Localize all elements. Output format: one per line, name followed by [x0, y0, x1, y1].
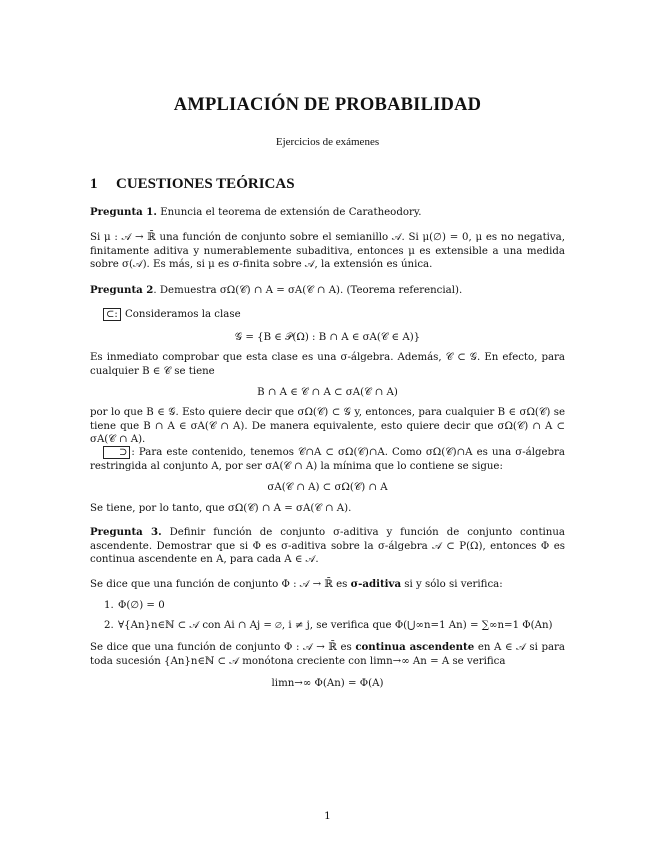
definition-text: Se dice que una función de conjunto Φ : 𝒜 → ℝ̄ es [90, 642, 356, 653]
question-2 [90, 284, 565, 298]
question-2-subset-intro [103, 308, 565, 322]
question-3 [90, 526, 565, 567]
question-2-statement: . Demuestra σΩ(𝒞) ∩ A = σA(𝒞 ∩ A). (Teorema referencial). [153, 285, 463, 296]
continuous-ascending-definition [90, 641, 565, 668]
question-1-label: Pregunta 1. [90, 206, 157, 218]
document-title: AMPLIACIÓN DE PROBABILIDAD [173, 95, 482, 115]
condition-2 [104, 619, 565, 633]
condition-number: 2. [104, 619, 114, 631]
conditions-list [104, 599, 565, 638]
sigma-additive-definition [90, 578, 565, 592]
question-2-paragraph-3: por lo que B ∈ 𝒢. Esto quiere decir que σΩ(𝒞) ⊂ 𝒢 y, entonces, para cualquier B ∈ σΩ(𝒞) se tiene que B ∩ A ∈ σA(𝒞 ∩ A). De manera equivalente, esto quiere decir que σΩ(𝒞) ∩ A ⊂ σA(𝒞 ∩ A). [90, 407, 565, 446]
condition-text: ∀{An}n∈ℕ ⊂ 𝒜 con Ai ∩ Aj = ∅, i ≠ j, se verifica que Φ(⋃∞n=1 An) = ∑∞n=1 Φ(An) [118, 619, 553, 631]
definition-text: en A ∈ 𝒜 si para toda sucesión {An}n∈ℕ ⊂ 𝒜 monótona creciente con limn→∞ An = A se verifica [90, 642, 565, 667]
document-subtitle: Ejercicios de exámenes [275, 136, 380, 148]
question-3-label: Pregunta 3. [90, 526, 162, 538]
question-3-statement: Definir función de conjunto σ-aditiva y función de conjunto continua ascendente. Demostrar que si Φ es σ-aditiva sobre la σ-álgebra 𝒜 ⊂ P(Ω), entonces Φ es continua ascendente en A, para cada A ∈ 𝒜. [90, 527, 565, 566]
condition-1 [104, 599, 565, 613]
condition-text: Φ(∅) = 0 [118, 600, 165, 611]
definition-text: Se dice que una función de conjunto Φ : 𝒜 → ℝ̄ es [90, 579, 351, 590]
subset-intro-text: Consideramos la clase [125, 309, 241, 320]
question-2-paragraph-2: Es inmediato comprobar que esta clase es una σ-álgebra. Además, 𝒞 ⊂ 𝒢. En efecto, para cualquier B ∈ 𝒞 se tiene [90, 352, 565, 377]
question-2-conclusion: Se tiene, por lo tanto, que σΩ(𝒞) ∩ A = σA(𝒞 ∩ A). [90, 503, 352, 514]
superset-box: ⊃ [103, 446, 130, 459]
question-2-superset [90, 446, 565, 473]
section-number: 1 [90, 176, 98, 192]
equation-b-cap-a: B ∩ A ∈ 𝒞 ∩ A ⊂ σA(𝒞 ∩ A) [257, 387, 398, 398]
equation-limit: limn→∞ Φ(An) = Φ(A) [271, 678, 384, 689]
equation-class-g: 𝒢 = {B ∈ 𝒫(Ω) : B ∩ A ∈ σA(𝒞 ∈ A)} [234, 332, 421, 343]
question-1-statement: Enuncia el teorema de extensión de Caratheodory. [160, 207, 422, 218]
definition-text: si y sólo si verifica: [401, 579, 503, 590]
section-heading [90, 178, 565, 192]
question-2-label: Pregunta 2 [90, 284, 154, 296]
superset-text: : Para este contenido, tenemos 𝒞∩A ⊂ σΩ(𝒞)∩A. Como σΩ(𝒞)∩A es una σ-álgebra restringida al conjunto A, por ser σA(𝒞 ∩ A) la mínima que lo contiene se sigue: [90, 447, 565, 472]
condition-number: 1. [104, 600, 114, 611]
equation-sigma-a: σA(𝒞 ∩ A) ⊂ σΩ(𝒞) ∩ A [267, 482, 388, 493]
question-1 [90, 206, 565, 220]
subset-box: ⊂: [103, 308, 121, 321]
page-number: 1 [324, 810, 331, 822]
sigma-additive-term: σ-aditiva [350, 578, 402, 590]
continuous-ascending-term: continua ascendente [355, 641, 475, 653]
question-1-answer: Si μ : 𝒜 → ℝ̄ una función de conjunto sobre el semianillo 𝒜. Si μ(∅) = 0, μ es no negativa, finitamente aditiva y numerablemente subaditiva, entonces μ es extensible a una medida sobre σ(𝒜). Es más, si μ es σ-finita sobre 𝒜, la extensión es única. [90, 232, 565, 271]
section-title: CUESTIONES TEÓRICAS [116, 176, 295, 192]
